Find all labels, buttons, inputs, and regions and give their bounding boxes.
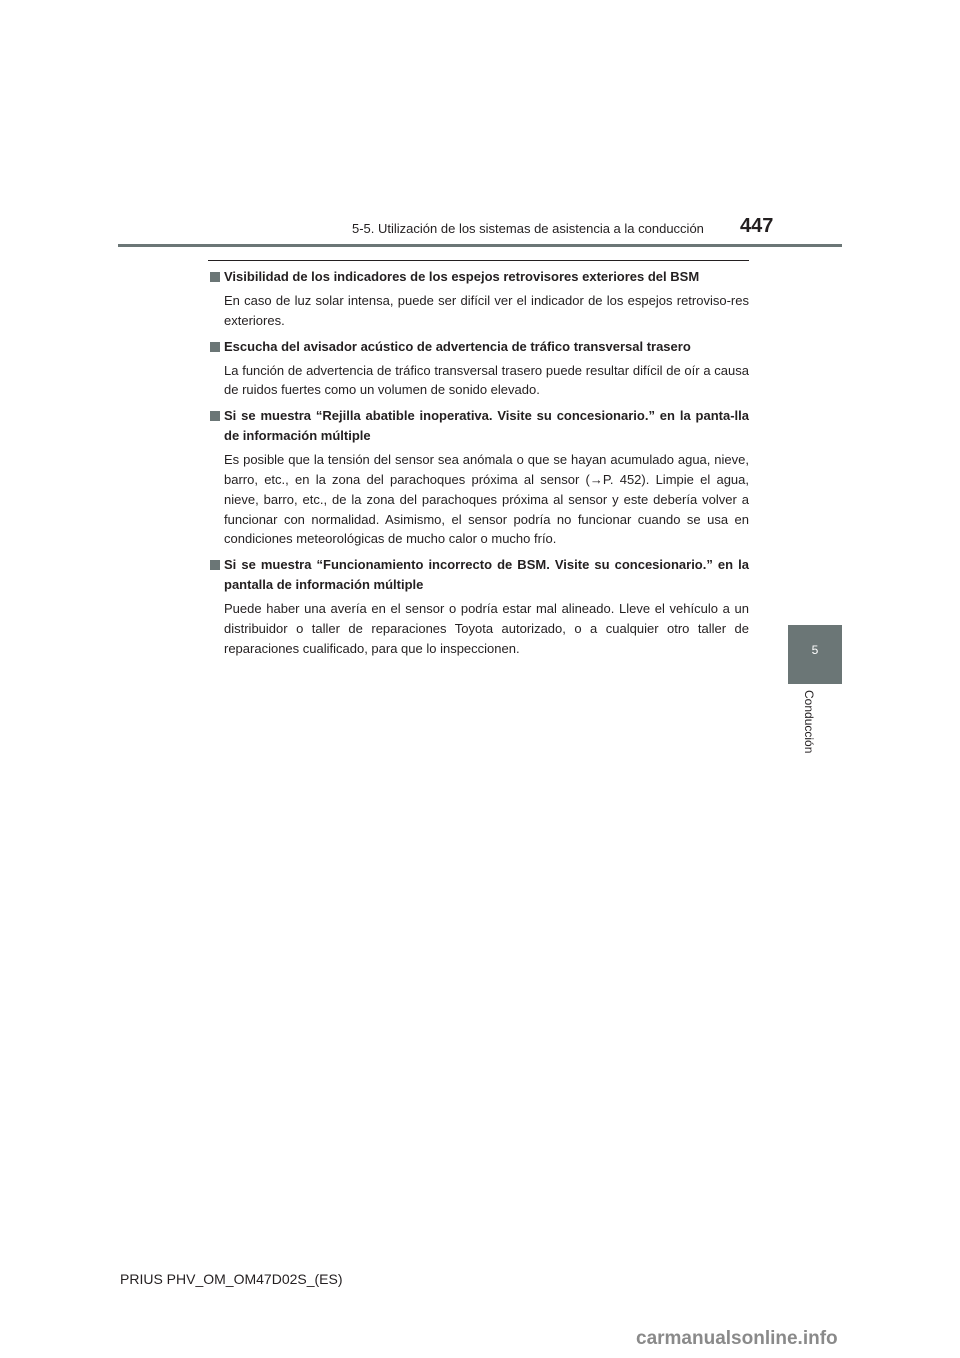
chapter-tab [788,625,842,684]
section-heading-text: Escucha del avisador acústico de advertencia de tráfico transversal trasero [224,338,691,354]
section-heading [208,267,749,287]
chapter-tab-label: Conducción [802,690,816,754]
section-bsm-malfunction-message [208,555,749,658]
square-bullet-icon [210,411,220,421]
section-body: Puede haber una avería en el sensor o podría estar mal alineado. Lleve el vehículo a un distribuidor o taller de reparaciones Toyota autorizado, o a cualquier otro taller de reparaciones cualificado, para que lo inspeccionen. [224,601,749,656]
square-bullet-icon [210,560,220,570]
section-rcta-buzzer [208,337,749,401]
page-content [208,267,749,665]
section-body: La función de advertencia de tráfico transversal trasero puede resultar difícil de oír a causa de ruidos fuertes como un volumen de sonido elevado. [224,362,749,398]
section-heading [208,337,749,357]
section-heading-text: Si se muestra “Rejilla abatible inoperativa. Visite su concesionario.” en la panta-lla de información múltiple [224,408,749,444]
page-number: 447 [740,215,774,237]
section-heading [208,555,749,595]
square-bullet-icon [210,342,220,352]
watermark: carmanualsonline.info [636,1328,838,1349]
section-grille-shutter-message [208,406,749,549]
document-code: PRIUS PHV_OM_OM47D02S_(ES) [120,1271,343,1287]
section-bsm-indicator-visibility [208,267,749,331]
section-heading-text: Si se muestra “Funcionamiento incorrecto de BSM. Visite su concesionario.” en la pantalla de información múltiple [224,557,749,593]
header-rule [118,244,842,247]
running-header: 5-5. Utilización de los sistemas de asistencia a la conducción [352,221,704,236]
section-body: Es posible que la tensión del sensor sea anómala o que se hayan acumulado agua, nieve, barro, etc., en la zona del parachoques próxima al sensor (→P. 452). Limpie el agua, nieve, barro, etc., de la zona del parachoques próxima al sensor y este debería volver a funcionar con normalidad. Asimismo, el sensor podría no funcionar cuando se usa en condiciones meteorológicas de mucho calor o mucho frío. [224,452,749,547]
chapter-tab-number: 5 [811,643,819,657]
section-heading [208,406,749,446]
section-heading-text: Visibilidad de los indicadores de los espejos retrovisores exteriores del BSM [224,269,700,284]
section-body: En caso de luz solar intensa, puede ser difícil ver el indicador de los espejos retroviso-res exteriores. [224,293,749,328]
content-top-rule [208,260,749,261]
square-bullet-icon [210,272,220,282]
